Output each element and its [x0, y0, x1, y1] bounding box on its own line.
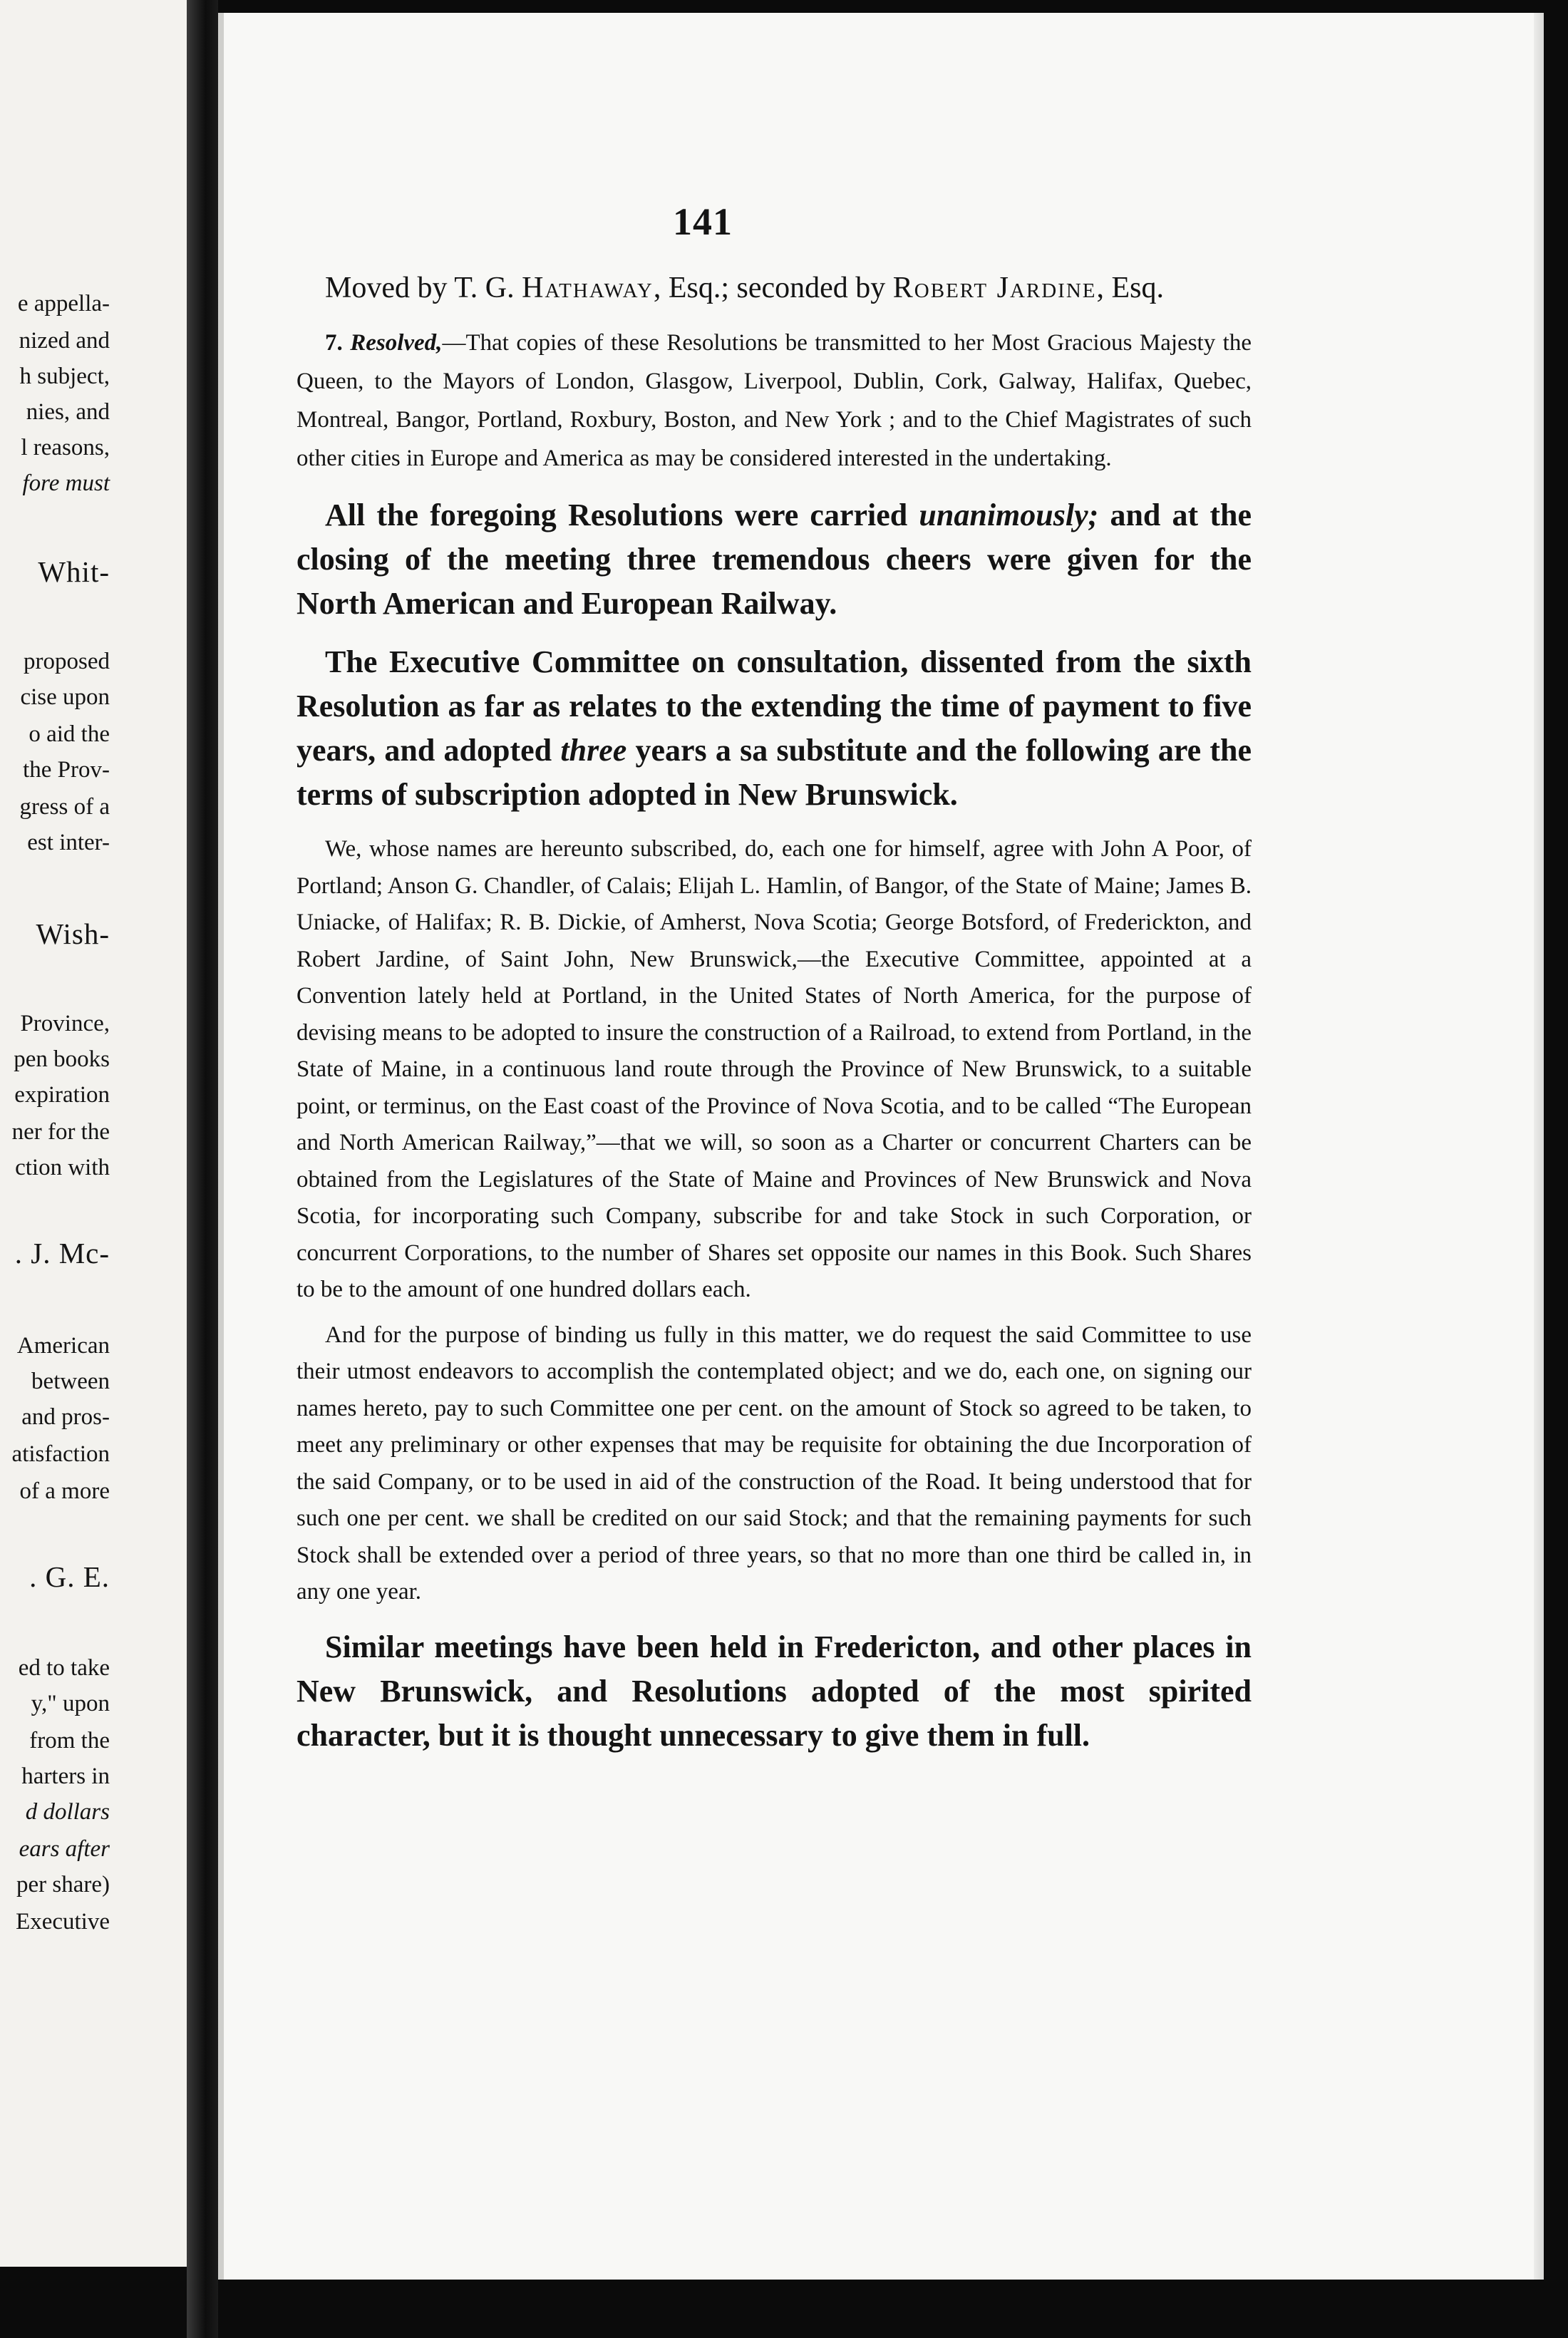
previous-page-line: Executive — [16, 1909, 110, 1935]
previous-page-line: est inter- — [27, 830, 110, 855]
previous-page-line: the Prov- — [23, 757, 110, 783]
previous-page-line: l reasons, — [21, 435, 110, 460]
motion-prefix: Moved by T. G. — [325, 272, 522, 304]
binding-gutter — [187, 0, 218, 2338]
previous-page-line: ed to take — [18, 1655, 110, 1681]
page-right-edge — [1534, 13, 1544, 2280]
resolution-number: 7. — [325, 330, 343, 356]
resolution-paragraph — [296, 324, 1252, 478]
previous-page-line: per share) — [16, 1872, 110, 1897]
previous-page-line: gress of a — [19, 794, 110, 820]
executive-paragraph — [296, 640, 1252, 817]
previous-page-line: h subject, — [19, 364, 110, 389]
executive-emphasis: three — [560, 733, 627, 768]
page-left-edge — [218, 13, 224, 2280]
mover-name: Hathaway — [522, 272, 654, 304]
carried-emphasis: unanimously; — [919, 498, 1099, 532]
carried-after: and at the closing of the meeting three tremendous cheers were given for the North American and European Railway. — [296, 498, 1252, 621]
previous-page-line: expiration — [14, 1082, 110, 1108]
previous-page-line: e appella- — [17, 291, 110, 316]
previous-page-line: harters in — [21, 1763, 110, 1789]
previous-page-line: fore must — [22, 470, 110, 496]
resolution-text: —That copies of these Resolutions be transmitted to her Most Gracious Majesty the Queen, to the Mayors of London, Glasgow, Liverpool, Dublin, Cork, Galway, Halifax, Quebec, Montreal, Bangor, Portland, Roxbury, Boston, and New York ; and to the Chief Magistrates of such other cities in Europe and America as may be considered interested in the undertaking. — [296, 330, 1252, 471]
subscription-terms-paragraph: We, whose names are hereunto subscribed, do, each one for himself, agree with John A Poor, of Portland; Anson G. Chandler, of Calais; Elijah L. Hamlin, of Bangor, of the State of Maine; James B. Uniacke, of Halifax; R. B. Dickie, of Amherst, Nova Scotia; George Botsford, of Frederickton, and Robert Jardine, of Saint John, New Brunswick,—the Executive Committee, appointed at a Convention lately held at Portland, in the United States of North America, for the purpose of devising means to be adopted to insure the construction of a Railroad, to extend from Portland, in the State of Maine, in a continuous land route through the Province of New Brunswick, to a suitable point, or terminus, on the East coast of the Province of Nova Scotia, and to be called “The European and North American Railway,”—that we will, so soon as a Charter or concurrent Charters can be obtained from the Legislatures of the State of Maine and Provinces of New Brunswick and Nova Scotia, for incorporating such Company, subscribe for and take Stock in such Corporation, or concurrent Corporations, to the number of Shares set opposite our names in this Book. Such Shares to be to the amount of one hundred dollars each. — [296, 836, 1252, 1302]
previous-page-line: from the — [29, 1728, 110, 1754]
carried-paragraph — [296, 493, 1252, 626]
previous-page-line: proposed — [24, 649, 110, 674]
previous-page-line: atisfaction — [11, 1441, 110, 1467]
page-body — [296, 200, 1252, 1758]
previous-page-line: ction with — [15, 1155, 110, 1180]
subscription-terms-paragraph: And for the purpose of binding us fully in this matter, we do request the said Committee to use their utmost endeavors to accomplish the contemplated object; and we do, each one, on signing our names hereto, pay to such Committee one per cent. on the amount of Stock so agreed to be taken, to meet any preliminary or other expenses that may be requisite for obtaining the due Incorporation of the said Company, or to be used in aid of the construction of the Road. It being understood that for such one per cent. we shall be credited on our said Stock; and that the remaining payments for such Stock shall be extended over a period of three years, so that no more than one third be called in, in any one year. — [296, 1322, 1252, 1605]
previous-page-line: Whit- — [38, 555, 110, 588]
executive-after: years a sa substitute and the following are the terms of subscription adopted in New Brunswick. — [296, 733, 1252, 812]
previous-page-line: and pros- — [21, 1404, 110, 1430]
motion-suffix: , Esq. — [1096, 272, 1164, 304]
previous-page-line: ner for the — [11, 1119, 110, 1145]
page-number: 141 — [673, 200, 733, 243]
carried-before: All the foregoing Resolutions were carried — [325, 498, 919, 532]
previous-page-line: ears after — [19, 1836, 110, 1862]
executive-before: The Executive Committee on consultation, dissented from the sixth Resolution as far as relates to the extending the time of payment to five years, and adopted — [296, 644, 1252, 768]
closing-paragraph: Similar meetings have been held in Fredericton, and other places in New Brunswick, and Resolutions adopted of the most spirited character, but it is thought unnecessary to give them in full. — [296, 1629, 1252, 1753]
previous-page-line: d dollars — [25, 1799, 110, 1825]
book-page — [218, 13, 1544, 2280]
previous-page-line: nized and — [19, 328, 110, 354]
resolution-lead: Resolved, — [350, 330, 443, 356]
previous-page — [0, 0, 187, 2267]
previous-page-line: nies, and — [26, 399, 110, 425]
previous-page-line: pen books — [14, 1046, 110, 1072]
previous-page-line: Wish- — [36, 917, 110, 950]
previous-page-line: between — [31, 1369, 110, 1394]
seconder-name: Robert Jardine — [892, 272, 1097, 304]
previous-page-line: o aid the — [29, 721, 110, 747]
previous-page-line: . J. Mc- — [14, 1237, 110, 1270]
previous-page-line: . G. E. — [29, 1560, 110, 1593]
motion-middle: , Esq.; seconded by — [653, 272, 893, 304]
previous-page-line: Province, — [20, 1011, 110, 1036]
previous-page-line: American — [16, 1333, 110, 1359]
previous-page-line: cise upon — [20, 684, 110, 710]
previous-page-line: y," upon — [31, 1691, 110, 1716]
motion-line — [296, 268, 1252, 308]
previous-page-line: of a more — [19, 1478, 110, 1504]
